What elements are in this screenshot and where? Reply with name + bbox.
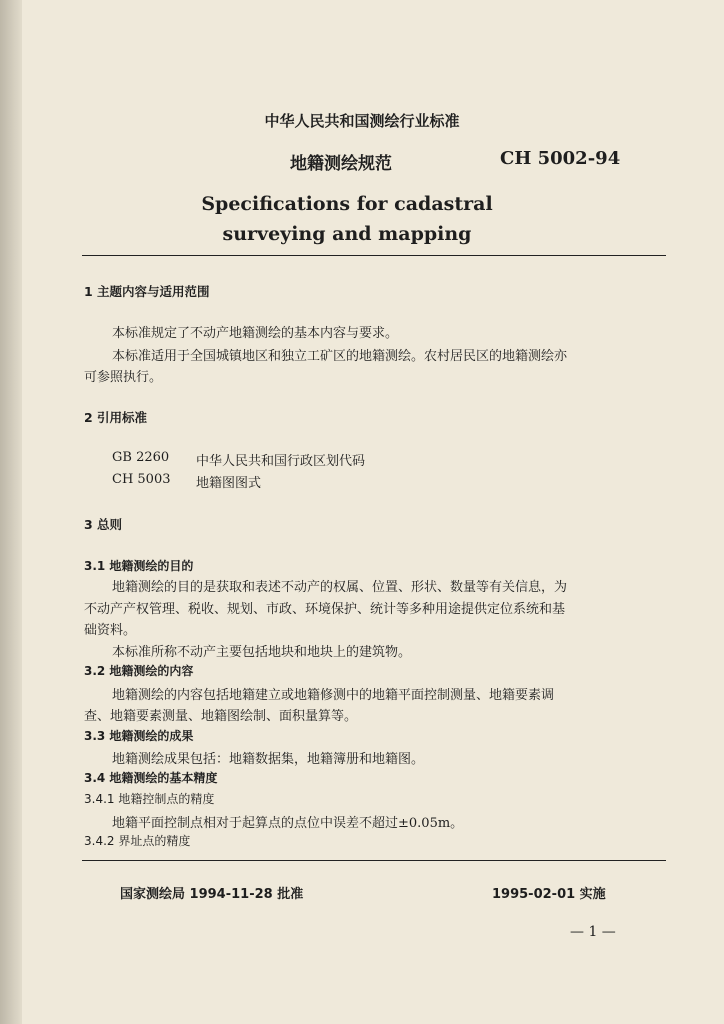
section-3-2-paragraph-line-1: 地籍测绘的内容包括地籍建立或地籍修测中的地籍平面控制测量、地籍要素调 — [112, 688, 555, 703]
section-1-heading: 1 主题内容与适用范围 — [84, 284, 210, 299]
reference-code-2: CH 5003 — [112, 472, 171, 487]
section-3-1-paragraph-1-line-3: 础资料。 — [84, 623, 137, 638]
document-title-en-line1: Specifications for cadastral — [201, 193, 493, 215]
book-spine — [0, 0, 22, 1024]
section-3-4-2-heading: 3.4.2 界址点的精度 — [84, 834, 191, 848]
section-1-paragraph-2-line-2: 可参照执行。 — [84, 370, 163, 385]
page-number: — 1 — — [570, 924, 616, 940]
section-2-heading: 2 引用标准 — [84, 410, 148, 425]
implementation-date: 1995-02-01 实施 — [492, 887, 606, 902]
section-1-paragraph-2-line-1: 本标准适用于全国城镇地区和独立工矿区的地籍测绘。农村居民区的地籍测绘亦 — [112, 349, 568, 364]
section-3-2-paragraph-line-2: 查、地籍要素测量、地籍图绘制、面积量算等。 — [84, 709, 358, 724]
section-3-3-heading: 3.3 地籍测绘的成果 — [84, 729, 194, 743]
section-3-heading: 3 总则 — [84, 517, 123, 532]
section-3-1-paragraph-1-line-2: 不动产产权管理、税收、规划、市政、环境保护、统计等多种用途提供定位系统和基 — [84, 602, 566, 617]
document-title-en-line2: surveying and mapping — [222, 223, 472, 245]
footer-divider — [82, 860, 666, 861]
header-divider — [82, 255, 666, 256]
section-3-1-paragraph-2: 本标准所称不动产主要包括地块和地块上的建筑物。 — [112, 645, 412, 660]
reference-title-1: 中华人民共和国行政区划代码 — [196, 454, 366, 469]
standard-code: CH 5002-94 — [500, 148, 621, 169]
section-3-1-paragraph-1-line-1: 地籍测绘的目的是获取和表述不动产的权属、位置、形状、数量等有关信息，为 — [112, 580, 568, 595]
section-3-4-1-heading: 3.4.1 地籍控制点的精度 — [84, 792, 215, 806]
section-3-4-1-paragraph: 地籍平面控制点相对于起算点的点位中误差不超过±0.05m。 — [112, 816, 464, 831]
section-3-2-heading: 3.2 地籍测绘的内容 — [84, 664, 194, 678]
section-3-4-heading: 3.4 地籍测绘的基本精度 — [84, 771, 218, 785]
section-3-1-heading: 3.1 地籍测绘的目的 — [84, 559, 194, 573]
document-title-cn: 地籍测绘规范 — [290, 154, 392, 174]
section-1-paragraph-1: 本标准规定了不动产地籍测绘的基本内容与要求。 — [112, 326, 399, 341]
approval-date: 国家测绘局 1994-11-28 批准 — [120, 887, 304, 902]
section-3-3-paragraph: 地籍测绘成果包括：地籍数据集，地籍簿册和地籍图。 — [112, 752, 425, 767]
standard-family-title: 中华人民共和国测绘行业标准 — [264, 112, 460, 130]
reference-title-2: 地籍图图式 — [196, 476, 262, 491]
reference-code-1: GB 2260 — [112, 450, 170, 465]
